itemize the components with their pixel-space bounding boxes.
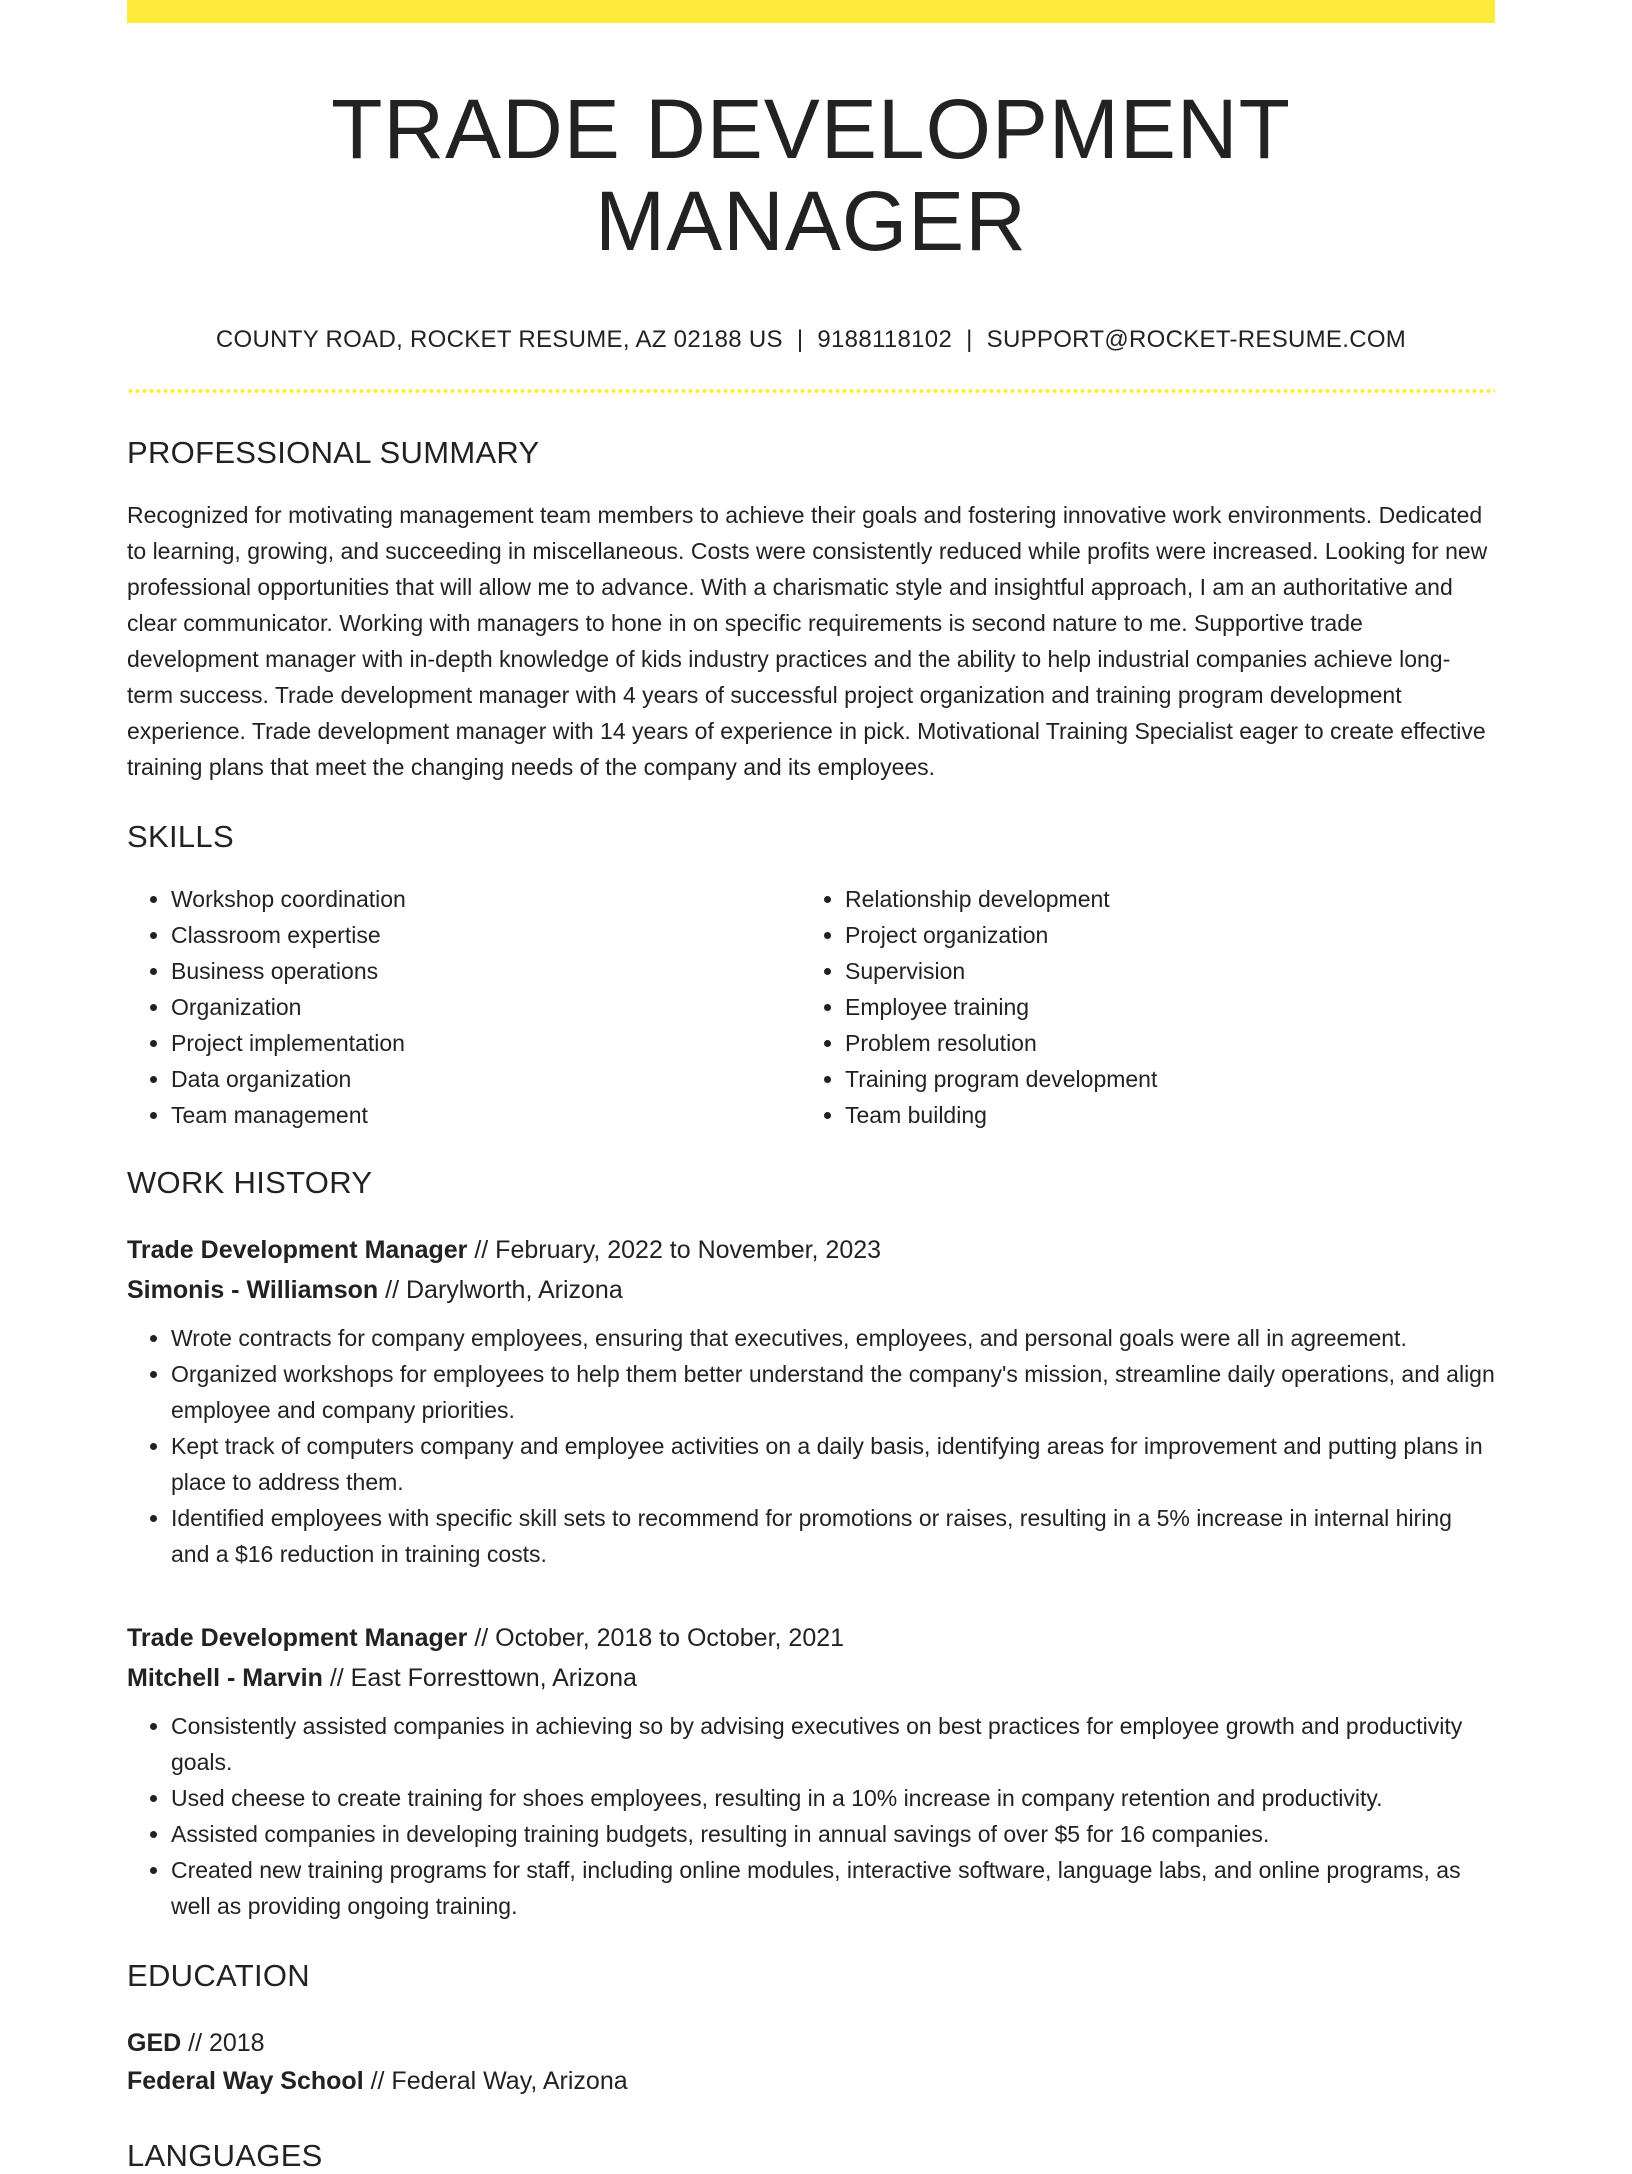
education-degree: GED [127,2028,182,2057]
job-location: // Darylworth, Arizona [378,1275,623,1304]
skill-item: • Training program development [845,1061,1475,1097]
section-heading: LANGUAGES [127,2137,323,2173]
job-location: // East Forresttown, Arizona [322,1663,637,1692]
languages-section [127,2138,1495,2174]
job-title-line [127,1230,1495,1270]
education-year: // 2018 [181,2028,265,2057]
education-degree-line [127,2024,1495,2062]
job-title: Trade Development Manager [127,1623,468,1652]
job-bullet: • Assisted companies in developing training budgets, resulting in annual savings of over $5 for 16 companies. [171,1816,1495,1852]
skill-item: • Team building [845,1097,1475,1133]
education-entry [127,2024,1495,2100]
skill-item: • Problem resolution [845,1025,1475,1061]
contact-line [127,326,1495,354]
contact-separator: | [966,325,973,353]
job-title-line [127,1618,1495,1658]
skill-item: • Business operations [171,953,801,989]
contact-phone: 9188118102 [817,325,953,353]
contact-separator: | [796,325,804,353]
job-bullet: • Kept track of computers company and employee activities on a daily basis, identifying areas for improvement and putting plans in place to address them. [171,1428,1495,1500]
skills-columns [127,881,1495,1133]
job-bullet: • Wrote contracts for company employees, ensuring that executives, employees, and personal goals were all in agreement. [171,1320,1495,1356]
skills-section [127,819,1495,1133]
skill-item: • Project implementation [171,1025,801,1061]
job-bullets [127,1708,1495,1924]
summary-text: Recognized for motivating management team members to achieve their goals and fostering innovative work environments. Dedicated to learning, growing, and succeeding in miscellaneous. Costs were consistently reduced while profits were increased. Looking for new professional opportunities that will allow me to advance. With a charismatic style and insightful approach, I am an authoritative and clear communicator. Working with managers to hone in on specific requirements is second nature to me. Supportive trade development manager with in-depth knowledge of kids industry practices and the ability to help industrial companies achieve long-term success. Trade development manager with 4 years of successful project organization and training program development experience. Trade development manager with 14 years of experience in pick. Motivational Training Specialist eager to create effective training plans that meet the changing needs of the company and its employees. [127,501,1488,780]
job-entry [127,1618,1495,1924]
job-bullet: • Organized workshops for employees to help them better understand the company's mission, streamline daily operations, and align employee and company priorities. [171,1356,1495,1428]
contact-email: SUPPORT@ROCKET-RESUME.COM [986,325,1407,353]
job-dates: // February, 2022 to November, 2023 [467,1235,882,1264]
education-location: // Federal Way, Arizona [363,2066,628,2095]
accent-top-bar [127,0,1495,23]
job-bullet: • Identified employees with specific skill sets to recommend for promotions or raises, resulting in a 5% increase in internal hiring and a $16 reduction in training costs. [171,1500,1495,1572]
resume-page [127,0,1495,2174]
work-history-section [127,1165,1495,1924]
job-bullet: • Used cheese to create training for shoes employees, resulting in a 10% increase in company retention and productivity. [171,1780,1495,1816]
job-bullet: • Created new training programs for staff, including online modules, interactive software, language labs, and online programs, as well as providing ongoing training. [171,1852,1495,1924]
skill-item: • Data organization [171,1061,801,1097]
skill-item: • Team management [171,1097,801,1133]
section-heading: WORK HISTORY [127,1164,373,1200]
skill-item: • Organization [171,989,801,1025]
skills-list-right [801,881,1475,1133]
skills-list-left [127,881,801,1133]
section-heading: EDUCATION [127,1957,310,1993]
contact-address: COUNTY ROAD, ROCKET RESUME, AZ 02188 US [215,325,783,353]
job-bullets [127,1320,1495,1572]
skill-item: • Supervision [845,953,1475,989]
skill-item: • Project organization [845,917,1475,953]
resume-name: TRADE DEVELOPMENT MANAGER [331,82,1291,269]
job-title: Trade Development Manager [127,1235,468,1264]
job-company-line [127,1270,1495,1310]
skill-item: • Classroom expertise [171,917,801,953]
skill-item: • Employee training [845,989,1475,1025]
education-section [127,1958,1495,2100]
job-dates: // October, 2018 to October, 2021 [467,1623,845,1652]
education-school: Federal Way School [127,2066,364,2095]
section-heading: PROFESSIONAL SUMMARY [127,434,540,470]
job-bullet: • Consistently assisted companies in achieving so by advising executives on best practices for employee growth and productivity goals. [171,1708,1495,1780]
skill-item: • Relationship development [845,881,1475,917]
summary-section [127,435,1495,785]
job-company: Simonis - Williamson [127,1275,379,1304]
dotted-divider [127,389,1495,393]
education-school-line [127,2062,1495,2100]
section-heading: SKILLS [127,818,234,854]
job-company-line [127,1658,1495,1698]
job-company: Mitchell - Marvin [127,1663,323,1692]
job-entry [127,1230,1495,1572]
skill-item: • Workshop coordination [171,881,801,917]
